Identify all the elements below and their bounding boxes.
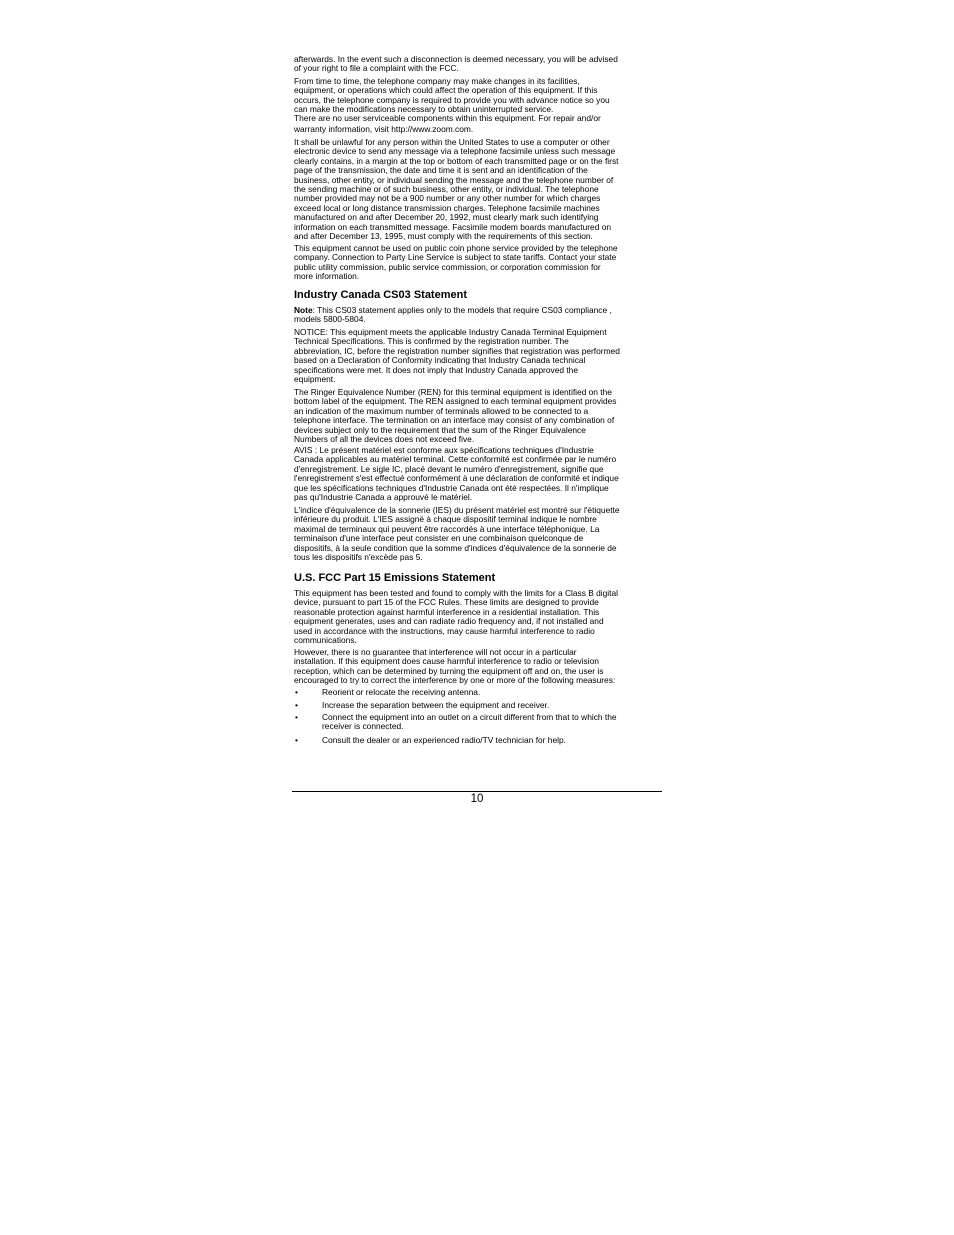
- text-line: communications.: [294, 634, 357, 645]
- text-line: and after December 13, 1995, must comply with the requirements of this section.: [294, 230, 593, 241]
- text-line: page of the transmission, the date and time it is sent and an identification of the: [294, 165, 588, 176]
- text-line: abbreviation, IC, before the registration number signifies that registration was performed: [294, 345, 620, 356]
- text-line: device, pursuant to part 15 of the FCC Rules. These limits are designed to provide: [294, 597, 599, 608]
- footer-divider: [292, 791, 662, 792]
- paragraph-ren: [294, 388, 616, 444]
- bullet-icon: •: [295, 700, 298, 710]
- text-line: of your right to file a complaint with the FCC.: [294, 63, 459, 74]
- text-line: the sending machine or of such business, other entity, or individual. The telephone: [294, 183, 599, 194]
- text-line: number provided may not be a 900 number or any other number for which charges: [294, 193, 601, 204]
- text-line: L'indice d'équivalence de la sonnerie (IES) du présent matériel est montré sur l'étiquette: [294, 505, 620, 515]
- bullet-text: [322, 701, 549, 710]
- paragraph-fax-rules: [294, 138, 618, 241]
- text-line: clearly contains, in a margin at the top or bottom of each transmitted page or on the first: [294, 155, 619, 166]
- text-line: tous les dispositifs n'excède pas 5.: [294, 551, 423, 562]
- text-line: company. Connection to Party Line Service is subject to state tariffs. Contact your state: [294, 252, 617, 263]
- text-line: used in accordance with the instructions, may cause harmful interference to radio: [294, 625, 595, 636]
- bullet-icon: •: [295, 687, 298, 697]
- paragraph-coin-phone: [294, 243, 618, 281]
- text-line: dispositifs, à la seule condition que la somme d'indices d'équivalence de la sonnerie de: [294, 542, 617, 553]
- text-line: specifications were met. It does not imply that Industry Canada approved the: [294, 364, 578, 375]
- text-line: Technical Specifications. This is confirmed by the registration number. The: [294, 336, 569, 347]
- paragraph-avis: [294, 446, 619, 502]
- page-number: 10: [470, 793, 484, 805]
- text-line: installation. If this equipment does cause harmful interference to radio or television: [294, 656, 599, 667]
- bullet-text: [322, 688, 480, 697]
- text-line: NOTICE: This equipment meets the applicable Industry Canada Terminal Equipment: [294, 327, 607, 337]
- paragraph-no-serviceable: [294, 114, 601, 123]
- paragraph-warranty: [294, 125, 473, 134]
- text-line: l'enregistrement s'est effectué conformément à une déclaration de conformité et indique: [294, 473, 619, 484]
- text-line: encouraged to try to correct the interference by one or more of the following measures:: [294, 675, 616, 686]
- text-line: telephone interface. The termination on an interface may consist of any combination of: [294, 415, 615, 426]
- text-line: AVIS : Le présent matériel est conforme aux spécifications techniques d'Industrie: [294, 445, 594, 455]
- text-line: d'enregistrement. Le sigle IC, placé devant le numéro d'enregistrement, signifie que: [294, 463, 604, 474]
- text-line: devices subject only to the requirement that the sum of the Ringer Equivalence: [294, 424, 586, 435]
- text-line: Increase the separation between the equipment and receiver.: [322, 700, 550, 710]
- text-line: occurs, the telephone company is required to provide you with advance notice so you: [294, 94, 610, 105]
- paragraph-disconnection: [294, 55, 618, 74]
- paragraph-note: [294, 306, 612, 325]
- text-line: inférieure du produit. L'IES assigné à chaque dispositif terminal indique le nombre: [294, 514, 597, 525]
- paragraph-notice: [294, 328, 620, 384]
- text-line: maximal de terminaux qui peuvent être raccordés à une interface téléphonique. La: [294, 523, 600, 534]
- heading-fcc-part15: U.S. FCC Part 15 Emissions Statement: [294, 572, 496, 584]
- text-line: pas qu'Industrie Canada a approuvé le matériel.: [294, 491, 473, 502]
- text-line: public utility commission, public service commission, or corporation commission for: [294, 261, 601, 272]
- paragraph-ies: [294, 506, 620, 562]
- text-line: This equipment cannot be used on public coin phone service provided by the telephone: [294, 243, 618, 253]
- text-line: models 5800-5804.: [294, 314, 366, 325]
- text-line: It shall be unlawful for any person within the United States to use a computer or other: [294, 137, 610, 147]
- text-line: can make the modifications necessary to obtain uninterrupted service.: [294, 104, 554, 115]
- bullet-text: [322, 713, 617, 732]
- text-line: reception, which can be determined by turning the equipment off and on, the user is: [294, 665, 604, 676]
- text-line: receiver is connected.: [322, 721, 404, 732]
- text-line: The Ringer Equivalence Number (REN) for this terminal equipment is identified on the: [294, 387, 612, 397]
- text-line: There are no user serviceable components within this equipment. For repair and/or: [294, 113, 601, 123]
- text-line: more information.: [294, 271, 360, 282]
- text-line: que les spécifications techniques d'Industrie Canada ont été respectées. Il n'implique: [294, 482, 609, 493]
- text-line: manufactured on and after December 20, 1992, must clearly mark such identifying: [294, 212, 599, 223]
- text-line: business, other entity, or individual sending the message and the telephone number of: [294, 174, 614, 185]
- text-line: exceed local or long distance transmission charges. Telephone facsimile machines: [294, 202, 600, 213]
- note-continuation: [294, 315, 612, 324]
- note-text: : This CS03 statement applies only to the models that require CS03 compliance ,: [312, 305, 612, 315]
- text-line: However, there is no guarantee that interference will not occur in a particular: [294, 647, 577, 657]
- bullet-icon: •: [295, 735, 298, 745]
- bullet-text: [322, 736, 566, 745]
- text-line: equipment, or operations which could affect the operation of this equipment. If this: [294, 85, 598, 96]
- text-line: information on each transmitted message. Facsimile modem boards manufactured on: [294, 221, 612, 232]
- text-line: equipment generates, uses and can radiate radio frequency and, if not installed and: [294, 616, 604, 627]
- text-line: Canada applicables au matériel terminal. Cette conformité est confirmée par le numéro: [294, 454, 617, 465]
- text-line: an indication of the maximum number of terminals allowed to be connected to a: [294, 405, 589, 416]
- paragraph-changes: [294, 77, 610, 115]
- text-line: Reorient or relocate the receiving antenna.: [322, 687, 481, 697]
- text-line: afterwards. In the event such a disconnection is deemed necessary, you will be advised: [294, 54, 618, 64]
- text-line: terminaison d'une interface peut consister en une combinaison quelconque de: [294, 533, 584, 544]
- text-line: reasonable protection against harmful interference in a residential installation. This: [294, 606, 600, 617]
- bullet-icon: •: [295, 712, 298, 722]
- text-line: based on a Declaration of Conformity indicating that Industry Canada technical: [294, 355, 586, 366]
- text-line: equipment.: [294, 373, 336, 384]
- paragraph-fcc-compliance: [294, 589, 618, 645]
- text-line: From time to time, the telephone company may make changes in its facilities,: [294, 76, 580, 86]
- heading-industry-canada: Industry Canada CS03 Statement: [294, 289, 467, 301]
- text-line: Connect the equipment into an outlet on a circuit different from that to which the: [322, 712, 617, 722]
- text-line: This equipment has been tested and found to comply with the limits for a Class B digital: [294, 588, 619, 598]
- text-line: bottom label of the equipment. The REN assigned to each terminal equipment provides: [294, 396, 617, 407]
- text-line: Numbers of all the devices does not exceed five.: [294, 433, 475, 444]
- text-line: Consult the dealer or an experienced radio/TV technician for help.: [322, 735, 566, 745]
- paragraph-fcc-interference: [294, 648, 615, 686]
- text-line: warranty information, visit http://www.zoom.com.: [294, 124, 474, 134]
- text-line: electronic device to send any message via a telephone facsimile unless such message: [294, 146, 616, 157]
- note-label: Note: [294, 305, 313, 315]
